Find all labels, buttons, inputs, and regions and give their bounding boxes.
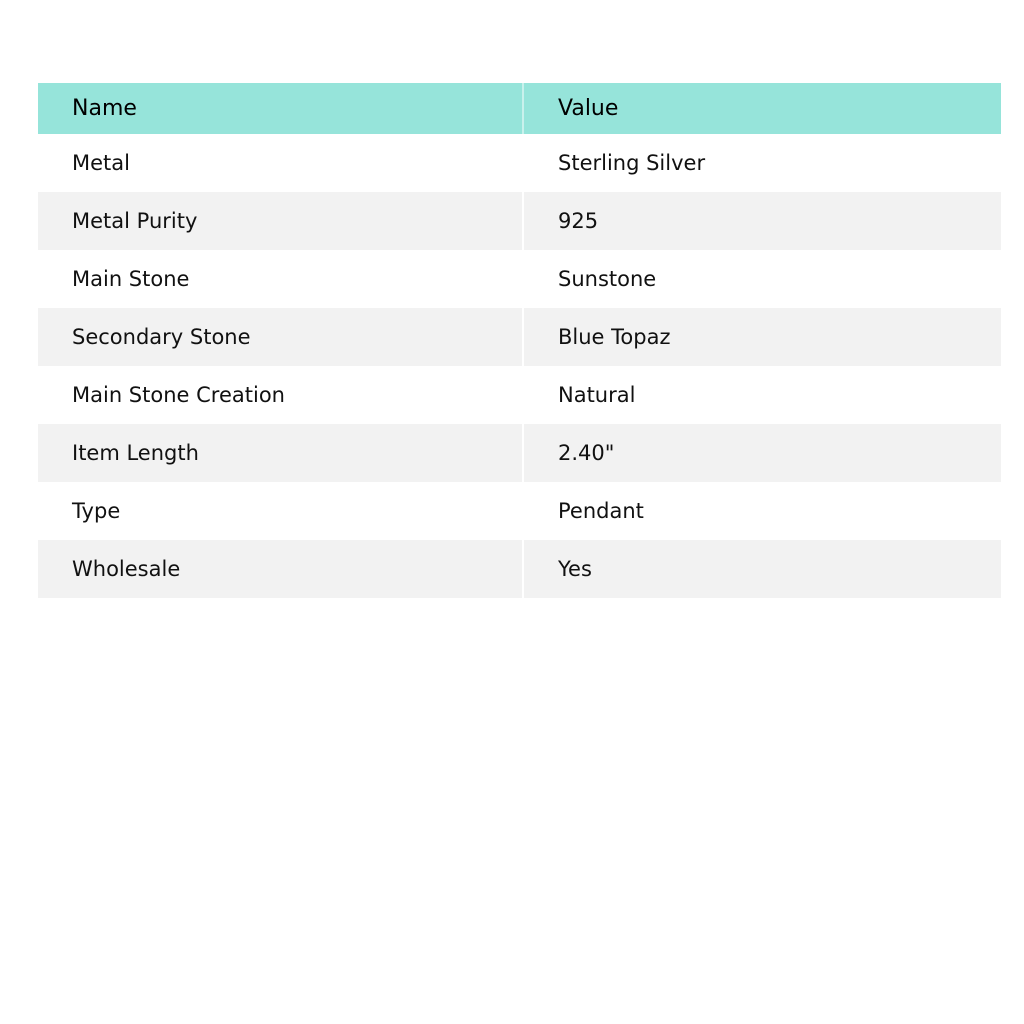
table-row — [38, 424, 1001, 482]
table-row — [38, 192, 1001, 250]
row-value-cell: 2.40" — [558, 441, 615, 465]
row-name-cell: Wholesale — [38, 540, 523, 598]
row-value-cell: 925 — [558, 209, 599, 233]
table-row — [38, 366, 1001, 424]
table-body — [38, 134, 1001, 598]
row-name-cell: Main Stone Creation — [38, 366, 523, 424]
column-header-value: Value — [558, 96, 619, 121]
row-name-cell: Type — [38, 482, 523, 540]
row-name-cell: Secondary Stone — [38, 308, 523, 366]
row-name-cell: Item Length — [38, 424, 523, 482]
row-value-cell: Pendant — [558, 499, 644, 523]
row-value-cell: Sterling Silver — [558, 151, 706, 175]
table-row — [38, 250, 1001, 308]
row-value-cell: Yes — [558, 557, 592, 581]
table-header — [38, 83, 1001, 134]
table-row — [38, 308, 1001, 366]
table-row — [38, 482, 1001, 540]
row-value-cell: Natural — [558, 383, 636, 407]
row-name-cell: Metal Purity — [38, 192, 523, 250]
specifications-table — [38, 83, 1001, 598]
row-value-cell: Sunstone — [558, 267, 657, 291]
row-value-cell: Blue Topaz — [558, 325, 671, 349]
row-name-cell: Metal — [38, 134, 523, 192]
table-row — [38, 134, 1001, 192]
header-row — [38, 83, 1001, 134]
column-header-name: Name — [38, 83, 523, 134]
table-row — [38, 540, 1001, 598]
row-name-cell: Main Stone — [38, 250, 523, 308]
